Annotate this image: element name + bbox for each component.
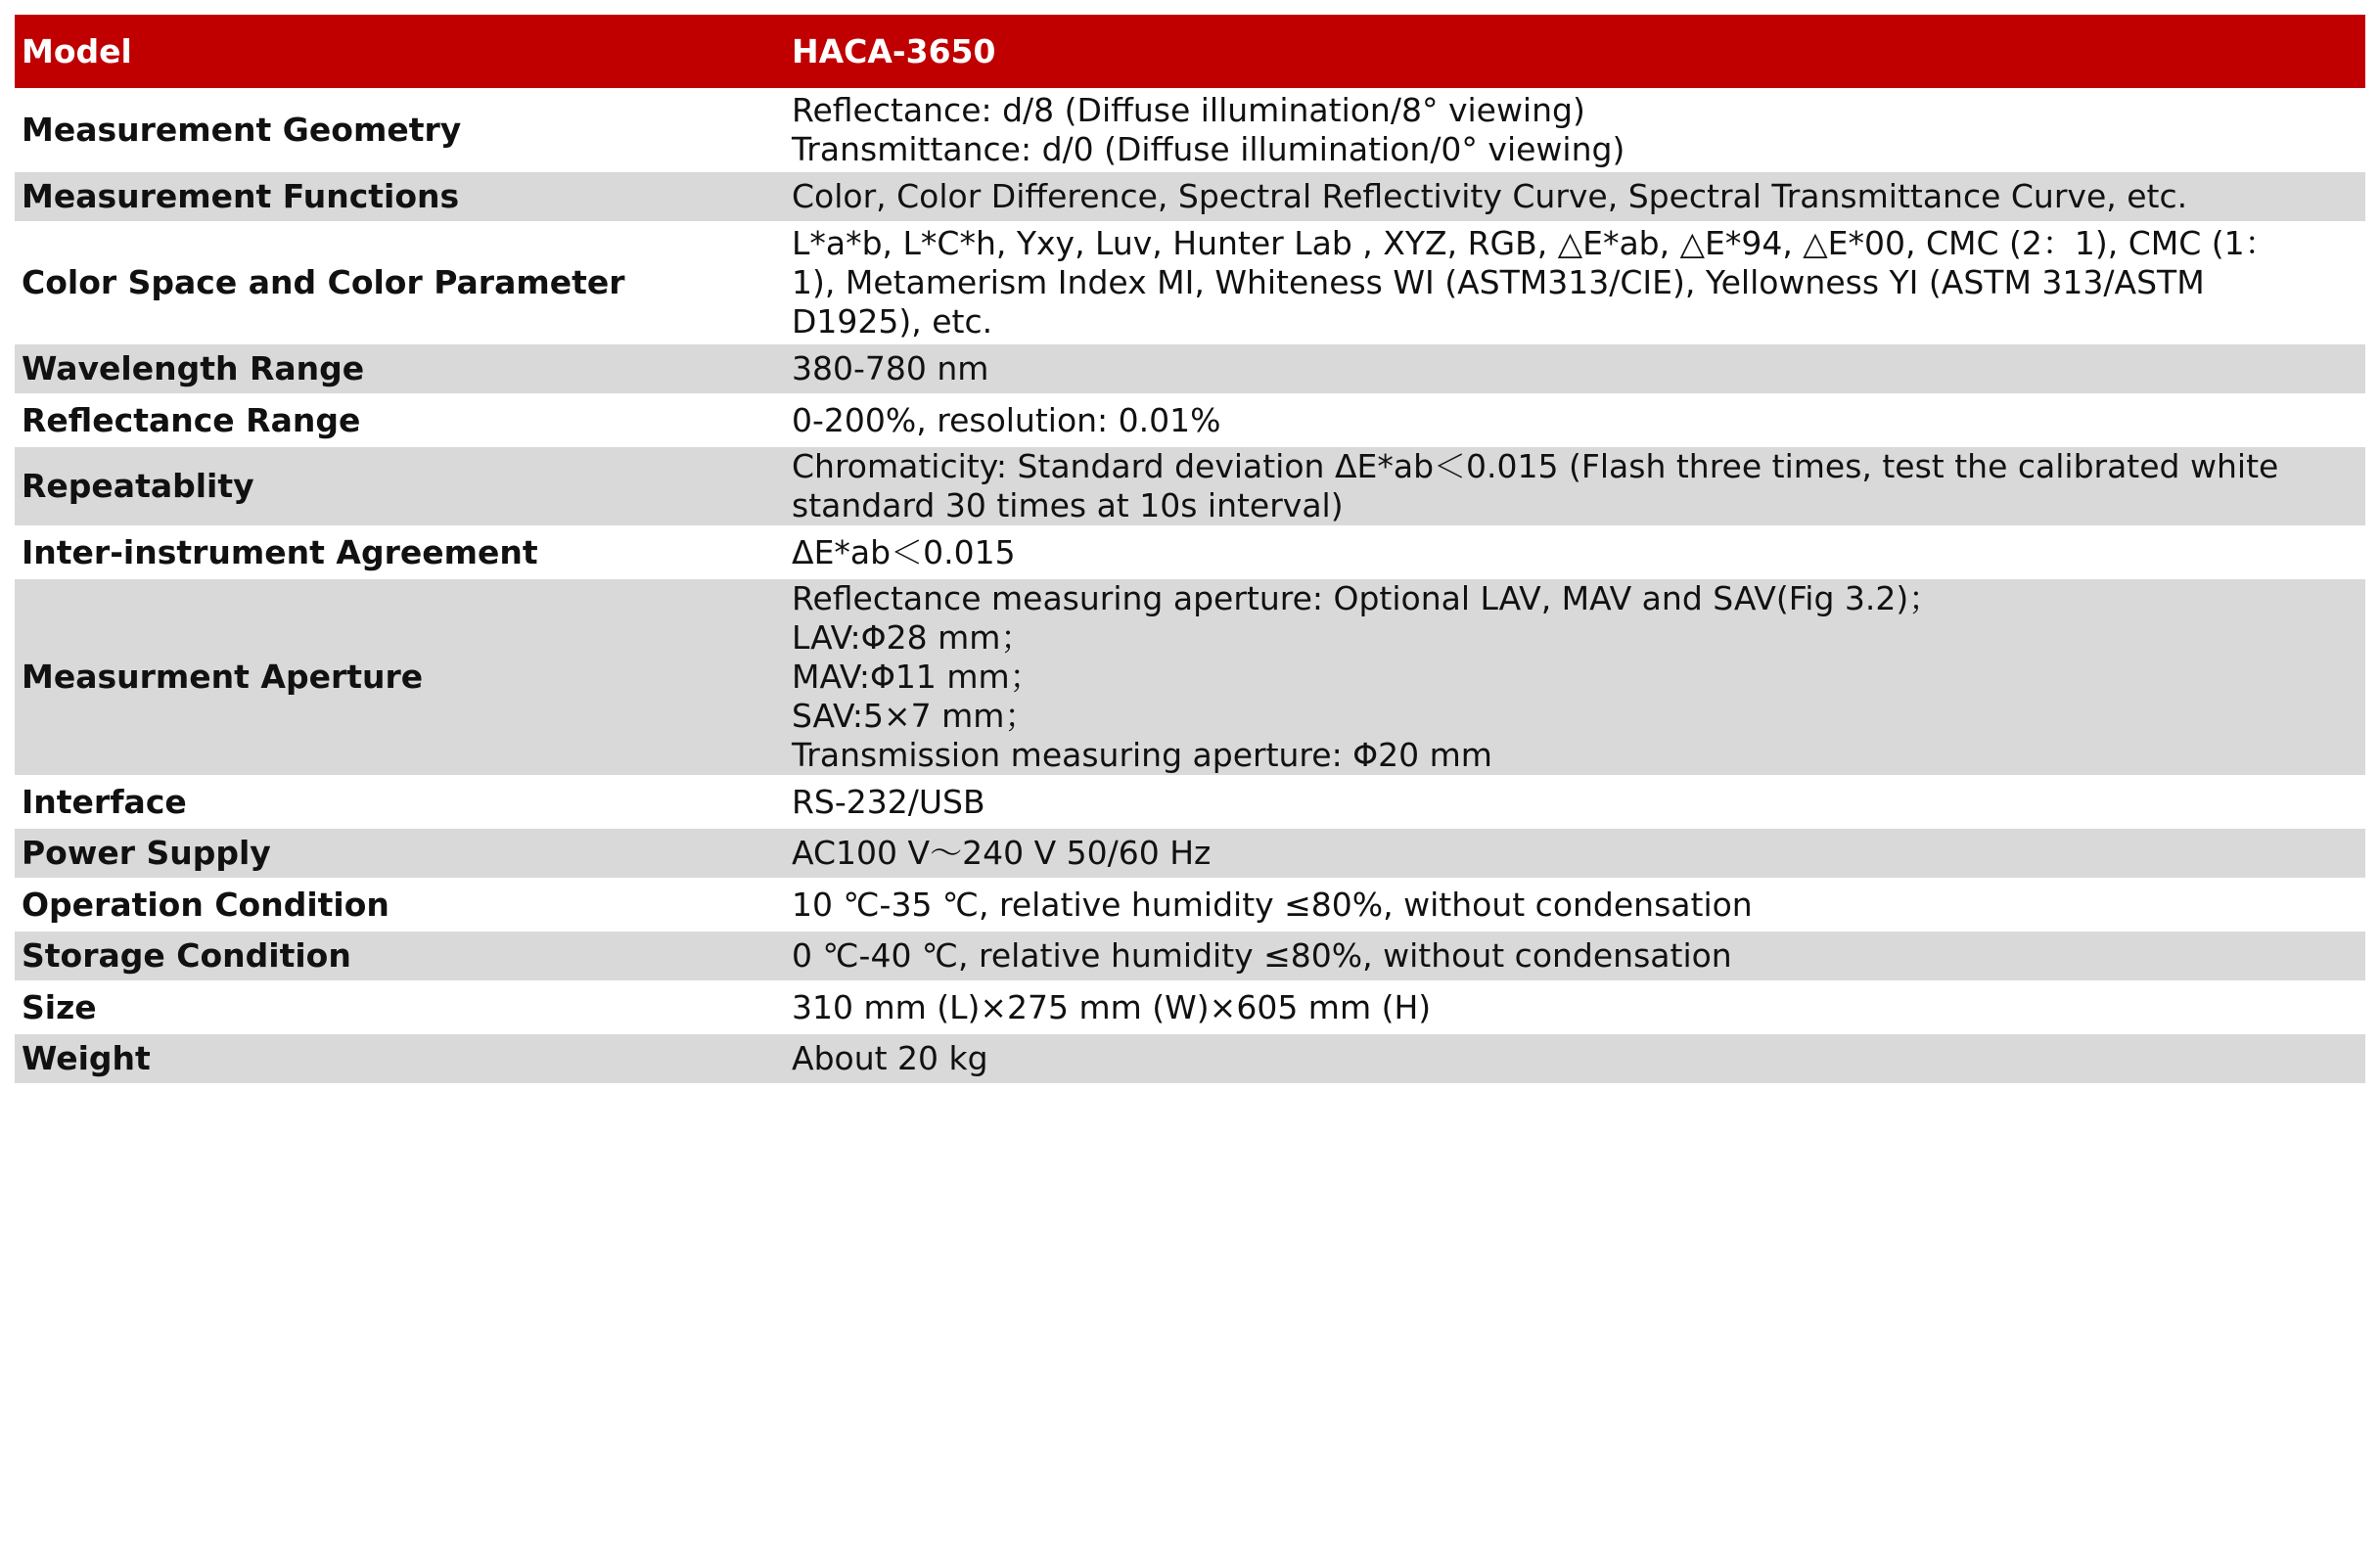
row-label: Interface	[15, 778, 785, 829]
value-line: 380-780 nm	[792, 349, 989, 387]
value-line: SAV:5×7 mm；	[792, 697, 1037, 735]
table-row-repeatability	[15, 447, 2365, 528]
value-line: RS-232/USB	[792, 782, 985, 821]
row-value	[785, 829, 2365, 881]
row-value	[785, 224, 2365, 344]
row-label: Operation Condition	[15, 881, 785, 932]
row-value	[785, 447, 2365, 528]
row-label: Wavelength Range	[15, 344, 785, 396]
value-line: ΔE*ab＜0.015	[792, 532, 1016, 571]
value-line: D1925), etc.	[792, 302, 993, 341]
value-line: Color, Color Difference, Spectral Reflectivity Curve, Spectral Transmittance Curve, etc.	[792, 177, 2188, 215]
row-label: Size	[15, 983, 785, 1034]
value-line: Reflectance: d/8 (Diffuse illumination/8° viewing)	[792, 91, 1585, 129]
header-model-value: HACA-3650	[785, 15, 2365, 91]
table-row-weight	[15, 1034, 2365, 1086]
table-row-wavelength-range	[15, 344, 2365, 396]
row-value	[785, 172, 2365, 224]
row-value	[785, 932, 2365, 983]
table-row-storage-condition	[15, 932, 2365, 983]
value-line: Transmission measuring aperture: Φ20 mm	[792, 736, 1492, 774]
table-row-measurement-aperture	[15, 579, 2365, 778]
row-value	[785, 1034, 2365, 1086]
row-value	[785, 778, 2365, 829]
row-value	[785, 983, 2365, 1034]
value-line: 10 ℃-35 ℃, relative humidity ≤80%, without condensation	[792, 885, 1753, 924]
row-value	[785, 579, 2365, 778]
value-line: About 20 kg	[792, 1039, 988, 1077]
table-row-interface	[15, 778, 2365, 829]
row-value	[785, 528, 2365, 579]
value-line: 0-200%, resolution: 0.01%	[792, 400, 1221, 439]
row-label: Measurment Aperture	[15, 579, 785, 778]
value-line: 0 ℃-40 ℃, relative humidity ≤80%, without condensation	[792, 936, 1732, 975]
table-row-power-supply	[15, 829, 2365, 881]
row-label: Measurement Geometry	[15, 91, 785, 172]
spec-table	[15, 15, 2365, 1086]
row-label: Weight	[15, 1034, 785, 1086]
row-value	[785, 91, 2365, 172]
row-value	[785, 396, 2365, 447]
table-row-measurement-geometry	[15, 91, 2365, 172]
table-row-reflectance-range	[15, 396, 2365, 447]
row-value	[785, 881, 2365, 932]
table-header-row	[15, 15, 2365, 91]
table-row-size	[15, 983, 2365, 1034]
value-line: L*a*b, L*C*h, Yxy, Luv, Hunter Lab , XYZ, RGB, △E*ab, △E*94, △E*00, CMC (2：1), CMC (1：	[792, 224, 2277, 262]
row-label: Measurement Functions	[15, 172, 785, 224]
value-line: 310 mm (L)×275 mm (W)×605 mm (H)	[792, 987, 1432, 1026]
value-line: 1), Metamerism Index MI, Whiteness WI (ASTM313/CIE), Yellowness YI (ASTM 313/ASTM	[792, 263, 2205, 301]
header-label: Model	[15, 15, 785, 91]
table-row-operation-condition	[15, 881, 2365, 932]
value-line: Reflectance measuring aperture: Optional LAV, MAV and SAV(Fig 3.2)；	[792, 579, 1942, 617]
table-row-color-space	[15, 224, 2365, 344]
row-label: Power Supply	[15, 829, 785, 881]
value-line: Transmittance: d/0 (Diffuse illumination/0° viewing)	[792, 130, 1625, 168]
row-label: Repeatablity	[15, 447, 785, 528]
value-line: Chromaticity: Standard deviation ΔE*ab＜0.015 (Flash three times, test the calibrated white	[792, 447, 2279, 485]
row-label: Inter-instrument Agreement	[15, 528, 785, 579]
value-line: LAV:Φ28 mm；	[792, 618, 1033, 657]
value-line: standard 30 times at 10s interval)	[792, 486, 1344, 524]
table-row-measurement-functions	[15, 172, 2365, 224]
row-label: Color Space and Color Parameter	[15, 224, 785, 344]
row-value	[785, 344, 2365, 396]
row-label: Reflectance Range	[15, 396, 785, 447]
table-row-inter-instrument-agreement	[15, 528, 2365, 579]
value-line: MAV:Φ11 mm；	[792, 658, 1042, 696]
row-label: Storage Condition	[15, 932, 785, 983]
value-line: AC100 V～240 V 50/60 Hz	[792, 834, 1212, 872]
